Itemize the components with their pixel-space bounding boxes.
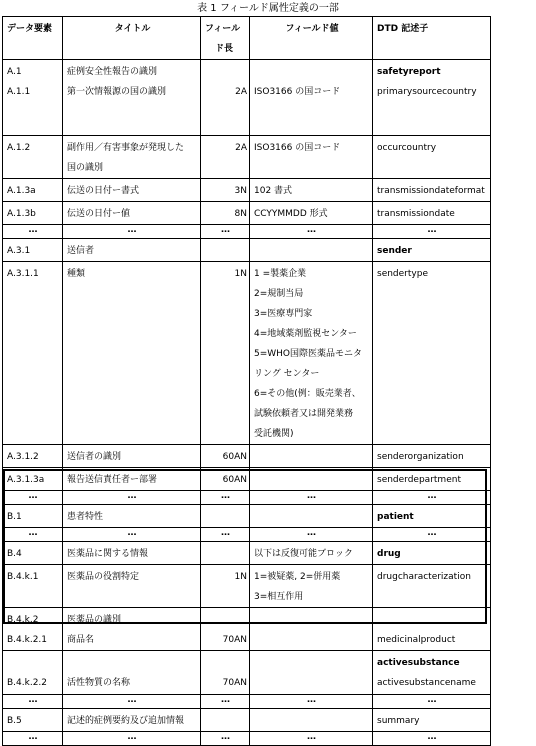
ellipsis-cell xyxy=(373,528,491,542)
ellipsis: … xyxy=(427,225,438,235)
cell-title-text: 伝送の日付ー値 xyxy=(67,209,131,219)
cell-dtd-descriptor xyxy=(373,565,491,608)
cell-field-length-text: 8N xyxy=(234,209,247,219)
cell-data-element-text: A.3.1.2 xyxy=(7,452,39,462)
cell-field-length xyxy=(201,239,250,262)
cell-field-length xyxy=(201,468,250,491)
ellipsis: … xyxy=(427,732,438,742)
cell-dtd-descriptor-text: sendertype xyxy=(377,269,428,279)
cell-field-value xyxy=(250,262,373,445)
ellipsis-cell xyxy=(201,732,250,746)
cell-data-element xyxy=(3,262,63,445)
cell-field-value xyxy=(250,709,373,732)
ellipsis-cell xyxy=(63,491,201,505)
cell-title xyxy=(63,565,201,608)
cell-field-value xyxy=(250,468,373,491)
cell-field-length xyxy=(201,505,250,528)
ellipsis: … xyxy=(127,732,138,742)
ellipsis: … xyxy=(307,732,317,742)
cell-field-length xyxy=(201,445,250,468)
cell-dtd-descriptor xyxy=(373,608,491,651)
header-dtd-descriptor: DTD 記述子 xyxy=(373,17,491,60)
cell-field-length xyxy=(201,60,250,136)
cell-field-length-text xyxy=(205,507,247,527)
cell-field-length xyxy=(201,542,250,565)
cell-title-text: 伝送の日付ー書式 xyxy=(67,186,140,196)
cell-field-value-text xyxy=(254,470,370,490)
cell-data-element-text: A.3.1 xyxy=(7,246,31,256)
cell-field-length xyxy=(201,651,250,695)
table-row xyxy=(3,179,491,202)
cell-data-element xyxy=(3,468,63,491)
cell-title-text: 商品名 xyxy=(67,635,95,645)
cell-field-value-text: 1=被疑薬, 2=併用薬 xyxy=(254,572,341,582)
cell-field-value-text: 102 書式 xyxy=(254,186,293,196)
cell-title xyxy=(63,239,201,262)
ellipsis-row xyxy=(3,528,491,542)
cell-data-element xyxy=(3,179,63,202)
ellipsis-cell xyxy=(250,225,373,239)
table-row xyxy=(3,651,491,695)
cell-dtd-descriptor-text: summary xyxy=(377,716,420,726)
ellipsis: … xyxy=(28,491,39,501)
cell-dtd-descriptor xyxy=(373,239,491,262)
ellipsis: … xyxy=(307,695,317,705)
page-title: 表 1 フィールド属性定義の一部 xyxy=(197,3,339,14)
ellipsis-row xyxy=(3,695,491,709)
header-field-value: フィールド値 xyxy=(250,17,373,60)
cell-field-length-text xyxy=(205,711,247,731)
cell-title-text: 症例安全性報告の識別 xyxy=(67,67,158,77)
ellipsis: … xyxy=(221,528,231,538)
cell-field-length-text: 3N xyxy=(234,186,247,196)
cell-dtd-descriptor-text: transmissiondate xyxy=(377,209,455,219)
table-row xyxy=(3,505,491,528)
cell-data-element xyxy=(3,565,63,608)
ellipsis-cell xyxy=(3,491,63,505)
cell-field-value-text: 5=WHO国際医薬品モニタ xyxy=(254,349,363,359)
ellipsis-cell xyxy=(201,491,250,505)
cell-dtd-descriptor-text: drug xyxy=(377,549,401,559)
cell-data-element-text: A.3.1.1 xyxy=(7,269,39,279)
cell-field-value-text xyxy=(254,673,370,693)
cell-dtd-descriptor xyxy=(373,651,491,695)
ellipsis-cell xyxy=(3,732,63,746)
cell-field-value-text xyxy=(254,507,370,527)
cell-dtd-descriptor-text: primarysourcecountry xyxy=(377,87,477,97)
cell-field-value-text: 6=その他(例：販売業者、 xyxy=(254,389,361,399)
cell-field-length xyxy=(201,262,250,445)
table-row xyxy=(3,565,491,608)
cell-dtd-descriptor xyxy=(373,136,491,179)
cell-dtd-descriptor xyxy=(373,505,491,528)
cell-field-value-text: 2=規制当局 xyxy=(254,289,304,299)
table-row xyxy=(3,468,491,491)
cell-data-element xyxy=(3,709,63,732)
ellipsis: … xyxy=(127,695,138,705)
cell-field-length xyxy=(201,202,250,225)
cell-field-value-text: 3=医療専門家 xyxy=(254,309,313,319)
cell-data-element-text: B.1 xyxy=(7,512,22,522)
cell-title xyxy=(63,505,201,528)
ellipsis-cell xyxy=(250,732,373,746)
ellipsis: … xyxy=(127,528,138,538)
cell-data-element xyxy=(3,608,63,651)
cell-title-text: 第一次情報源の国の識別 xyxy=(67,87,167,97)
ellipsis-row xyxy=(3,491,491,505)
cell-dtd-descriptor-text xyxy=(377,610,488,630)
cell-dtd-descriptor-text: transmissiondateformat xyxy=(377,186,485,196)
ellipsis: … xyxy=(127,491,138,501)
cell-field-value-text xyxy=(254,653,370,673)
cell-title-text: 送信者 xyxy=(67,246,95,256)
cell-dtd-descriptor xyxy=(373,709,491,732)
cell-title xyxy=(63,651,201,695)
cell-dtd-descriptor xyxy=(373,262,491,445)
ellipsis: … xyxy=(28,225,39,235)
cell-field-value xyxy=(250,651,373,695)
ellipsis-cell xyxy=(373,491,491,505)
cell-dtd-descriptor-text: patient xyxy=(377,512,414,522)
cell-field-value xyxy=(250,542,373,565)
cell-field-value xyxy=(250,505,373,528)
ellipsis: … xyxy=(127,225,138,235)
cell-field-length xyxy=(201,179,250,202)
cell-dtd-descriptor xyxy=(373,202,491,225)
ellipsis: … xyxy=(221,695,231,705)
cell-field-value-text xyxy=(254,447,370,467)
cell-data-element-text: B.4.k.2.2 xyxy=(7,678,48,688)
cell-title-text: 医薬品の識別 xyxy=(67,615,122,625)
cell-field-length xyxy=(201,565,250,608)
ellipsis: … xyxy=(307,225,317,235)
cell-field-value-text: 3=相互作用 xyxy=(254,592,304,602)
cell-dtd-descriptor xyxy=(373,542,491,565)
cell-title-text: 種類 xyxy=(67,269,86,279)
table-row xyxy=(3,60,491,136)
cell-field-value xyxy=(250,136,373,179)
table-row xyxy=(3,239,491,262)
cell-data-element xyxy=(3,505,63,528)
cell-field-value xyxy=(250,445,373,468)
cell-title-text: 医薬品に関する情報 xyxy=(67,549,149,559)
cell-field-length-text: 70AN xyxy=(222,678,247,688)
cell-field-value-text: ISO3166 の国コード xyxy=(254,87,341,97)
cell-field-value xyxy=(250,179,373,202)
cell-dtd-descriptor-text: activesubstancename xyxy=(377,678,476,688)
ellipsis-cell xyxy=(63,695,201,709)
ellipsis-cell xyxy=(3,225,63,239)
cell-title-text: 記述的症例要約及び追加情報 xyxy=(67,716,185,726)
cell-field-length xyxy=(201,608,250,651)
ellipsis-cell xyxy=(373,695,491,709)
cell-field-value-text xyxy=(254,62,370,82)
ellipsis-cell xyxy=(3,528,63,542)
ellipsis: … xyxy=(221,732,231,742)
cell-data-element xyxy=(3,202,63,225)
cell-field-length-text: 1N xyxy=(234,269,247,279)
cell-data-element-text: A.3.1.3a xyxy=(7,475,45,485)
ellipsis-cell xyxy=(201,225,250,239)
cell-field-length-text: 60AN xyxy=(222,475,247,485)
cell-title xyxy=(63,709,201,732)
cell-field-value-text: 受託機関) xyxy=(254,429,294,439)
cell-title xyxy=(63,202,201,225)
cell-title-text: 患者特性 xyxy=(67,512,104,522)
cell-field-length-text: 1N xyxy=(234,572,247,582)
cell-title xyxy=(63,542,201,565)
cell-title-text: 副作用／有害事象が発現した xyxy=(67,143,185,153)
cell-field-length xyxy=(201,136,250,179)
table-row xyxy=(3,262,491,445)
cell-title-text: 国の識別 xyxy=(67,163,104,173)
cell-field-length-text xyxy=(205,62,247,82)
ellipsis: … xyxy=(221,491,231,501)
table-row xyxy=(3,608,491,651)
cell-field-value-text xyxy=(254,610,370,630)
cell-title xyxy=(63,136,201,179)
header-field-length: フィール ド長 xyxy=(201,17,250,60)
ellipsis: … xyxy=(307,491,317,501)
cell-field-length-text: 60AN xyxy=(222,452,247,462)
cell-field-value-text: 試験依頼者又は開発業務 xyxy=(254,409,354,419)
cell-dtd-descriptor xyxy=(373,445,491,468)
cell-field-length-text: 2A xyxy=(235,87,247,97)
cell-field-value-text: ISO3166 の国コード xyxy=(254,143,341,153)
cell-dtd-descriptor-text: sender xyxy=(377,246,412,256)
cell-title-text: 活性物質の名称 xyxy=(67,678,131,688)
cell-data-element xyxy=(3,60,63,136)
table-row xyxy=(3,202,491,225)
cell-data-element-text: B.4 xyxy=(7,549,22,559)
cell-data-element-text xyxy=(7,653,60,673)
cell-dtd-descriptor-text: activesubstance xyxy=(377,658,460,668)
cell-data-element-text: A.1.3a xyxy=(7,186,36,196)
cell-data-element-text: B.4.k.1 xyxy=(7,572,39,582)
cell-data-element xyxy=(3,239,63,262)
header-title: タイトル xyxy=(63,17,201,60)
ellipsis: … xyxy=(28,732,39,742)
cell-title-text: 報告送信責任者ー部署 xyxy=(67,475,158,485)
cell-title xyxy=(63,262,201,445)
cell-field-value-text: リング センター xyxy=(254,369,320,379)
ellipsis-cell xyxy=(201,695,250,709)
cell-field-length-text xyxy=(205,241,247,261)
cell-data-element-text: A.1.3b xyxy=(7,209,36,219)
cell-data-element xyxy=(3,542,63,565)
ellipsis: … xyxy=(221,225,231,235)
cell-title-text: 医薬品の役割特定 xyxy=(67,572,140,582)
cell-field-length-text xyxy=(205,544,247,564)
ellipsis-cell xyxy=(250,491,373,505)
ellipsis-row xyxy=(3,732,491,746)
cell-field-length-text xyxy=(205,610,247,630)
cell-field-value-text xyxy=(254,241,370,261)
cell-title-text xyxy=(67,653,198,673)
cell-dtd-descriptor xyxy=(373,60,491,136)
ellipsis-cell xyxy=(3,695,63,709)
ellipsis-cell xyxy=(63,225,201,239)
table-row xyxy=(3,136,491,179)
cell-dtd-descriptor-text: senderorganization xyxy=(377,452,464,462)
cell-field-length-text: 70AN xyxy=(222,635,247,645)
cell-field-value xyxy=(250,565,373,608)
table-row xyxy=(3,445,491,468)
table-header-row xyxy=(3,17,491,60)
ellipsis-cell xyxy=(201,528,250,542)
header-data-element: データ要素 xyxy=(3,17,63,60)
cell-field-value-text xyxy=(254,630,370,650)
ellipsis-cell xyxy=(373,225,491,239)
cell-data-element xyxy=(3,136,63,179)
ellipsis-cell xyxy=(250,695,373,709)
cell-data-element-text: A.1 xyxy=(7,67,22,77)
cell-dtd-descriptor xyxy=(373,179,491,202)
cell-data-element xyxy=(3,445,63,468)
ellipsis-row xyxy=(3,225,491,239)
cell-field-value xyxy=(250,239,373,262)
cell-dtd-descriptor-text: safetyreport xyxy=(377,67,441,77)
cell-data-element xyxy=(3,651,63,695)
field-attribute-table xyxy=(2,16,491,746)
ellipsis-cell xyxy=(250,528,373,542)
ellipsis: … xyxy=(28,695,39,705)
ellipsis-cell xyxy=(63,732,201,746)
cell-dtd-descriptor-text: senderdepartment xyxy=(377,475,461,485)
cell-field-value-text: 以下は反復可能ブロック xyxy=(254,549,353,559)
cell-dtd-descriptor-text: medicinalproduct xyxy=(377,635,456,645)
ellipsis: … xyxy=(427,695,438,705)
cell-field-value-text: CCYYMMDD 形式 xyxy=(254,209,328,219)
cell-field-length-text xyxy=(205,653,247,673)
ellipsis-cell xyxy=(63,528,201,542)
cell-title xyxy=(63,179,201,202)
cell-title xyxy=(63,445,201,468)
table-row xyxy=(3,542,491,565)
cell-data-element-text: A.1.1 xyxy=(7,87,31,97)
cell-title xyxy=(63,608,201,651)
cell-title xyxy=(63,468,201,491)
cell-field-value xyxy=(250,608,373,651)
ellipsis: … xyxy=(427,528,438,538)
ellipsis: … xyxy=(28,528,39,538)
cell-dtd-descriptor xyxy=(373,468,491,491)
cell-field-value-text xyxy=(254,711,370,731)
cell-title-text: 送信者の識別 xyxy=(67,452,122,462)
cell-data-element-text: B.5 xyxy=(7,716,22,726)
cell-data-element-text: B.4.k.2 xyxy=(7,615,39,625)
ellipsis: … xyxy=(427,491,438,501)
cell-field-value xyxy=(250,202,373,225)
cell-field-length-text: 2A xyxy=(235,143,247,153)
cell-dtd-descriptor-text: occurcountry xyxy=(377,143,437,153)
cell-data-element-text: A.1.2 xyxy=(7,143,31,153)
cell-data-element-text: B.4.k.2.1 xyxy=(7,635,48,645)
ellipsis: … xyxy=(307,528,317,538)
cell-field-value-text: 1 =製薬企業 xyxy=(254,269,307,279)
cell-field-value xyxy=(250,60,373,136)
cell-field-value-text: 4=地域薬剤監視センター xyxy=(254,329,357,339)
cell-dtd-descriptor-text: drugcharacterization xyxy=(377,572,471,582)
table-row xyxy=(3,709,491,732)
ellipsis-cell xyxy=(373,732,491,746)
cell-title xyxy=(63,60,201,136)
cell-field-length xyxy=(201,709,250,732)
